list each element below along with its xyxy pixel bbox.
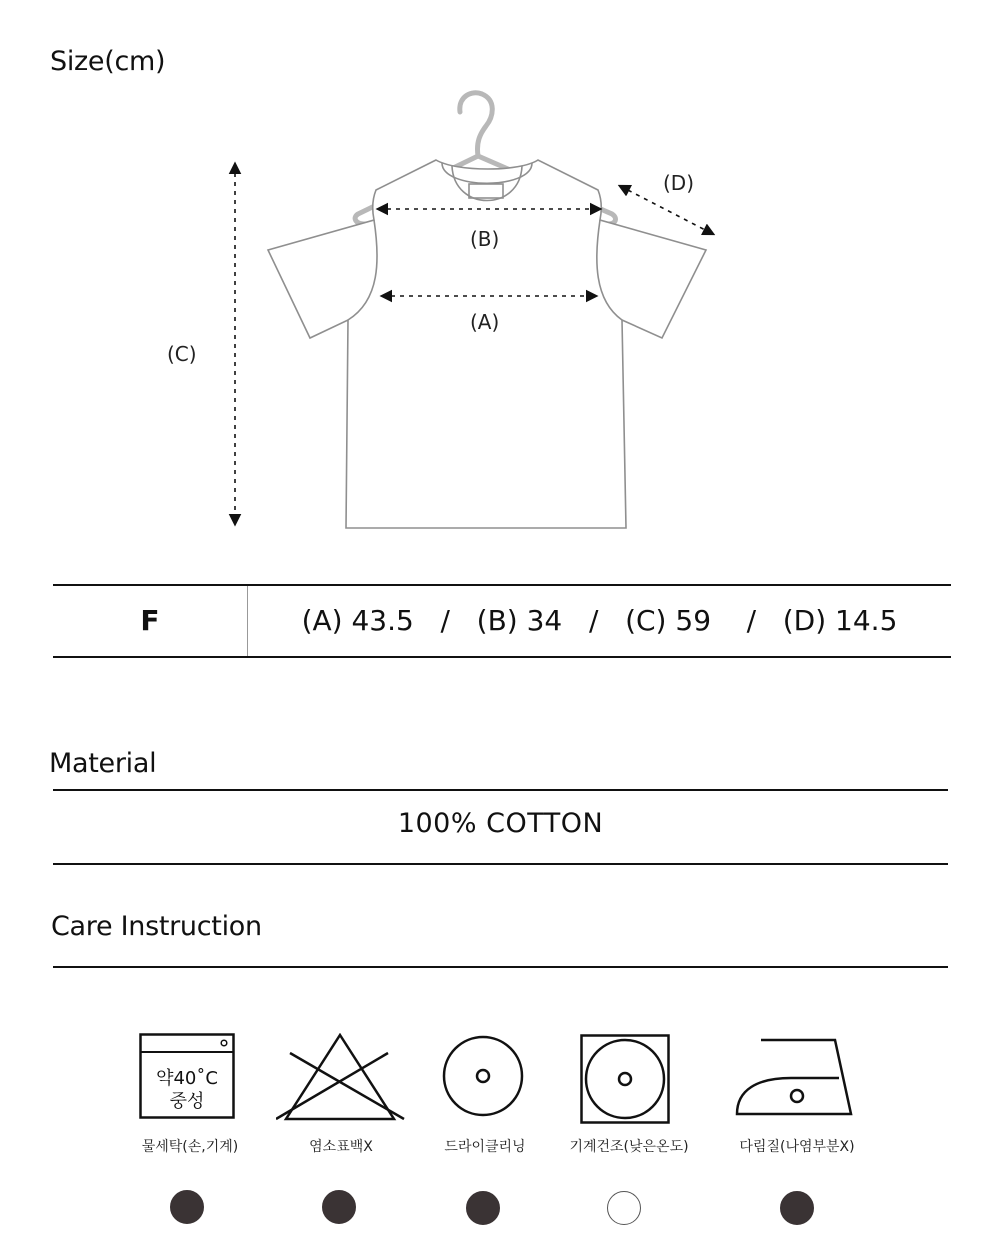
care-label-tumble-dry: 기계건조(낮은온도) <box>569 1139 689 1155</box>
size-table-row <box>53 584 951 658</box>
size-title: Size(cm) <box>50 46 166 77</box>
tumble-dry-low-icon <box>580 1034 670 1124</box>
care-indicator-dot <box>170 1190 204 1224</box>
wash-detergent-text: 중성 <box>169 1091 205 1112</box>
material-value: 100% COTTON <box>397 808 604 839</box>
care-title: Care Instruction <box>51 911 262 942</box>
tshirt-outline <box>268 160 706 528</box>
care-label-bleach: 염소표백X <box>309 1139 373 1155</box>
care-label-iron: 다림질(나염부분X) <box>739 1139 855 1155</box>
dry-clean-icon <box>441 1034 525 1118</box>
care-label-dry-clean: 드라이클리닝 <box>444 1139 526 1155</box>
iron-icon <box>733 1036 855 1118</box>
label-d: (D) <box>663 171 695 195</box>
material-title: Material <box>49 748 157 779</box>
size-measurements: (A) 43.5 / (B) 34 / (C) 59 / (D) 14.5 <box>301 604 898 637</box>
hand-machine-wash-icon <box>139 1033 235 1119</box>
label-c: (C) <box>167 342 197 366</box>
wash-temperature-text: 약40˚C <box>156 1068 218 1089</box>
tshirt-size-diagram <box>0 0 1000 560</box>
material-bottom-rule <box>53 863 948 865</box>
label-a: (A) <box>470 310 500 334</box>
size-name: F <box>140 604 160 637</box>
care-top-rule <box>53 966 948 968</box>
care-indicator-dot <box>780 1191 814 1225</box>
care-indicator-dot <box>466 1191 500 1225</box>
label-b: (B) <box>470 227 500 251</box>
care-indicator-dot <box>607 1191 641 1225</box>
care-label-wash: 물세탁(손,기계) <box>141 1139 239 1155</box>
material-top-rule <box>53 789 948 791</box>
care-indicator-dot <box>322 1190 356 1224</box>
no-chlorine-bleach-icon <box>276 1033 406 1123</box>
